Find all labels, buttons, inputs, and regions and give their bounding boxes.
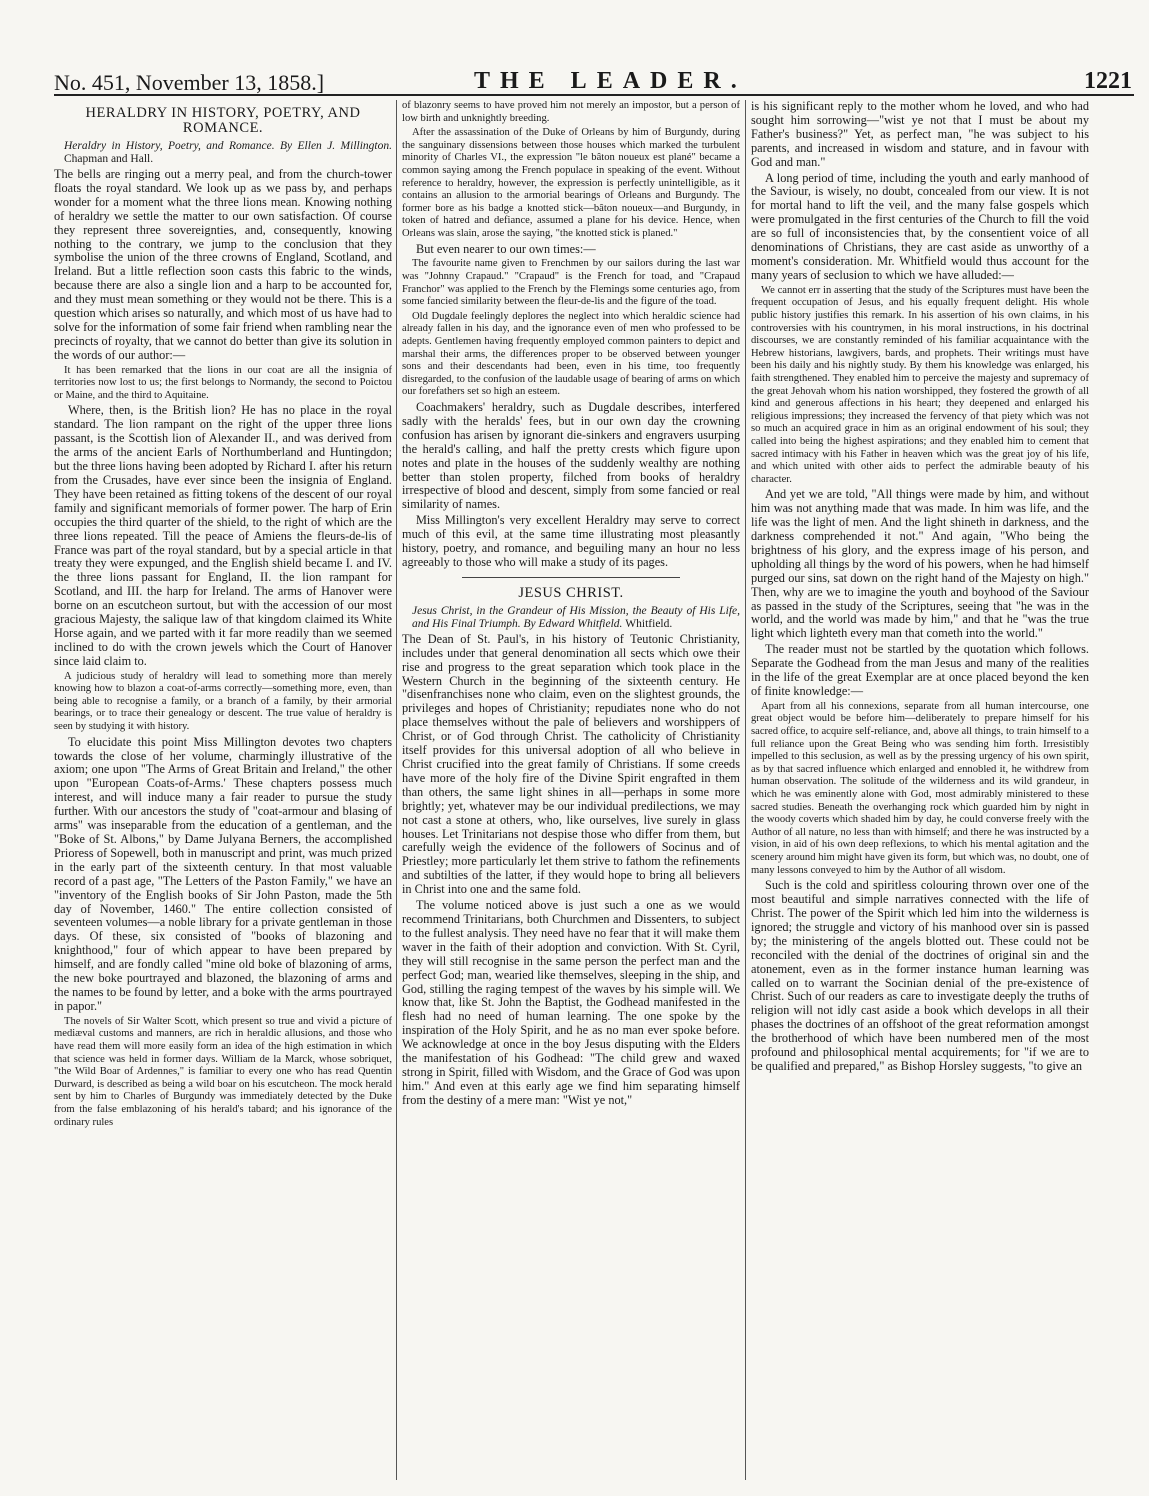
- masthead: [54, 62, 1134, 96]
- paragraph: A long period of time, including the youth and early manhood of the Saviour, is wisely, no doubt, concealed from our view. It is not for mortal hand to lift the veil, and the many false gospels which were promulgated in the first centuries of the Church to fill the void are so full of inconsistencies that, by the consentient voice of all denominations of Christians, they are cast aside as unworthy of a moment's consideration. Mr. Whitfield would thus account for the many years of seclusion to which we have alluded:—: [751, 170, 1089, 282]
- paragraph: But even nearer to our own times:—: [416, 241, 596, 256]
- column-rule: [396, 100, 397, 1480]
- quotation: It has been remarked that the lions in our coat are all the insignia of territories now lost to us; the first belongs to Normandy, the second to Poictou or Maine, and the third to Aquitaine.: [54, 364, 392, 401]
- quotation: Old Dugdale feelingly deplores the neglect into which heraldic science had already fallen in his day, and the ignorance even of men who professed to be adepts. Gentlemen having frequently employed common painters to depict and marshal their arms, the differences proper to be observed between younger sons and their descendants had been, even in his time, too frequently disregarded, to the confusion of the laudable usage of bearing of arms on which our forefathers set so high an esteem.: [402, 310, 740, 398]
- issue-date: No. 451, November 13, 1858.]: [54, 70, 325, 95]
- paragraph: Miss Millington's very excellent Heraldry may serve to correct much of this evil, at the same time illustrating most pleasantly history, poetry, and romance, and beguiling many an hour no less agreeably to those who will make a study of its pages.: [402, 513, 740, 569]
- article-divider: [462, 577, 680, 578]
- paragraph: The Dean of St. Paul's, in his history of Teutonic Christianity, includes under that general denomination all sects which owe their rise and progress to the great separation which took place in the Western Church in the beginning of the sixteenth century. He "disenfranchises none who claim, even on the slightest grounds, the privileges and hopes of Christianity; repudiates none who do not place themselves without the pale of believers and worshippers of Christ, or of God through Christ. The catholicity of Christianity itself provides for this universal adoption of all who believe in Christ crucified into the great family of Christians. If some creeds have more of the holy fire of the Divine Spirit engrafted in them than others, the same light shines in all—perhaps in some more brightly; yet, whatever may be our individual predilections, we may not cast a stone at others, who, like ourselves, live surely in glass houses. Let Trinitarians not despise those who differ from them, but carefully weigh the evidence of the followers of Socinus and of Priestley; more particularly let them strive to fathom the refinements and subtilties of the latter, if they would hope to bring all believers in Christ into one and the same fold.: [402, 631, 740, 897]
- review-title: Heraldry in History, Poetry, and Romance. By Ellen J. Millington.: [64, 140, 392, 152]
- paragraph: The reader must not be startled by the quotation which follows. Separate the Godhead from the man Jesus and many of the realities in the life of the great Exemplar are at once placed beyond the ken of finite knowledge:—: [751, 642, 1089, 698]
- columns: [54, 100, 1134, 1480]
- paragraph: Coachmakers' heraldry, such as Dugdale describes, interfered sadly with the heralds' fees, but in our own day the crowning confusion has arisen by ignorant die-sinkers and engravers usurping the herald's calling, and half the pretty crests which figure upon notes and plate in the houses of the suddenly wealthy are nothing better than stolen property, filched from books of heraldry irrespective of blood and descent, simply from some fancied or real similarity of names.: [402, 399, 740, 512]
- quotation: Apart from all his connexions, separate from all human intercourse, one great object would be before him—deliberately to prepare himself for his sacred office, to acquire self-reliance, and, above all things, to train himself to a full reliance upon the Great Being who was sending him forth. Irresistibly impelled to this seclusion, as well as by the pressing urgency of his own spirit, as by that sacred influence which enlarged and ennobled it, he withdrew from human observation. The solitude of the wilderness and its wild grandeur, in which he was eminently alone with God, most admirably ministered to these sacred studies. Beneath the overhanging rock which guarded him by night in the woody coverts which shaded him by day, he could converse freely with the Author of all nature, no less than with himself; and there he was instructed by a vision, in aid of his own deep reflexions, to which his mental agitation and the scenery around him might have given its form, but which was, no doubt, one of many lessons conveyed to him by the Author of all wisdom.: [751, 700, 1089, 876]
- review-publisher: Chapman and Hall.: [64, 153, 154, 165]
- quotation: of blazonry seems to have proved him not merely an impostor, but a person of low birth and unknightly breeding.: [402, 100, 740, 124]
- paragraph: And yet we are told, "All things were made by him, and without him was not anything made that was made. In him was life, and the life was the light of men. And the light shineth in darkness, and the darkness comprehended it not." And again, "Who being the brightness of his glory, and the express image of his person, and upholding all things by the word of his powers, when he had himself purged our sins, sat down on the right hand of the Majesty on high." Then, why are we to imagine the youth and boyhood of the Saviour as passed in the study of the Scriptures, seeing that "he was in the world, and the world was made by him," and that he "was the true light which lighteth every man that cometh into the world.": [751, 487, 1089, 641]
- paragraph: The volume noticed above is just such a one as we would recommend Trinitarians, both Churchmen and Dissenters, to subject to the fullest analysis. They need have no fear that it will make them waver in the faith of their adoption and conviction. With St. Cyril, they will still recognise in the same person the perfect man and the perfect God; man, wearied like themselves, sleeping in the ship, and God, stilling the raging tempest of the waves by his simple will. We know that, like St. John the Baptist, the Godhead manifested in the flesh had no need of human learning. The one spoke by the inspiration of the Holy Spirit, and he as no man ever spoke before. We acknowledge at once in the boy Jesus disputing with the Elders the manifestation of his Godhead: "The child grew and waxed strong in Spirit, filled with Wisdom, and the Grace of God was upon him." And even at this early age we find him separating himself from the destiny of a mere man: "Wist ye not,": [402, 898, 740, 1107]
- review-citation: [402, 605, 740, 631]
- paragraph: Such is the cold and spiritless colouring thrown over one of the most beautiful and simple narratives connected with the life of Christ. The power of the Spirit which led him into the wilderness is ignored; the struggle and victory of his manhood over sin is passed by; the ministering of the angels blotted out. These could not be reconciled with the denial of the doctrines of original sin and the atonement, even as in the former instance human learning was called on to warrant the Socinian denial of the pre-existence of Christ. Such of our readers as care to investigate deeply the truths of religion will not idly cast aside a book which develops in all their phases the doctrines of an offshoot of the great reformation amongst the brotherhood of which have been numbered men of the most profound and philosophical mental acquirements; for "if we are to be qualified and prepared," as Bishop Horsley suggests, "to give an: [751, 878, 1089, 1073]
- paragraph: The bells are ringing out a merry peal, and from the church-tower floats the royal standard. We look up as we pass by, and perhaps wonder for a moment what the three lions mean. Knowing nothing of heraldry we settle the matter to our own satisfaction. Of course they represent three sovereignties, and, consequently, knowing nothing to the contrary, we jump to the conclusion that they symbolise the union of the three crowns of England, Scotland, and Ireland. But a little reflection soon casts this fabric to the winds, because there are also a single lion and a harp to be accounted for, and they must mean something or they would not be there. This is a question which arises so naturally, and which most of us have had to solve for the information of some fair friend when rambling near the precincts of royalty, that we cannot do better than give its solution in the words of our author:—: [54, 167, 392, 362]
- newspaper-title: THE LEADER.: [474, 68, 747, 94]
- page-number: 1221: [1084, 68, 1132, 94]
- review-publisher: Whitfield.: [625, 617, 673, 630]
- quotation: A judicious study of heraldry will lead to something more than merely knowing how to blazon a coat-of-arms correctly—something more, even, than being able to recognise a family, or a branch of a family, by their armorial bearings, or to trace their genealogy or descent. The true value of heraldry is seen by studying it with history.: [54, 670, 392, 733]
- paragraph: Where, then, is the British lion? He has no place in the royal standard. The lion rampant on the right of the upper three lions passant, is the Scottish lion of Alexander II., and was derived from the arms of the ancient Earls of Northumberland and Huntingdon; but the three lions having been adopted by Richard I. after his return from the Crusades, have ever since been the insignia of England. They have been retained as fitting tokens of the descent of our royal family and significant memorials of former power. The harp of Erin occupies the third quarter of the shield, to the right of which are the three lions repeated. Till the peace of Amiens the fleurs-de-lis of France was part of the royal standard, but by a special article in that treaty they were expunged, and the English shield became I. and IV. the three lions passant for England, II. the lion rampant for Scotland, and III. the harp for Ireland. The arms of Hanover were borne on an escutcheon surtout, but with the accession of our most gracious Majesty, the salique law of that kingdom claimed its White Horse again, and we parted with it far more readily than we seemed inclined to do with the crown jewels which the Court of Hanover since laid claim to.: [54, 403, 392, 668]
- article-headline-heraldry: HERALDRY IN HISTORY, POETRY, AND ROMANCE.: [85, 105, 361, 136]
- review-title: Jesus Christ, in the Grandeur of His Mission, the Beauty of His Life, and His Final Triumph. By Edward Whitfield.: [412, 604, 740, 630]
- column-rule: [745, 100, 746, 1480]
- column-3: [751, 100, 1089, 1480]
- article-headline-jesus-christ: JESUS CHRIST.: [518, 584, 624, 601]
- quotation: After the assassination of the Duke of Orleans by him of Burgundy, during the sanguinary dissensions between those houses which marked the turbulent minority of Charles VI., the expression "le bâton noueux est plané" became a common saying among the French populace in speaking of the event. Without reference to heraldry, however, the expression is perfectly unintelligible, as it contains an allusion to the armorial bearings of Orleans and Burgundy. The former bore as his badge a knotted stick—bâton noueux—and Burgundy, in token of hatred and defiance, assumed a plane for his device. Hence, when Orleans was slain, arose the saying, "the knotted stick is planed.": [402, 127, 740, 239]
- quotation: The novels of Sir Walter Scott, which present so true and vivid a picture of mediæval customs and manners, are rich in heraldic allusions, and those who have read them will more easily form an idea of the high estimation in which that science was held in former days. William de la Marck, whose sobriquet, "the Wild Boar of Ardennes," is familiar to every one who has read Quentin Durward, is described as being a wild boar on his escutcheon. The mock herald sent by him to Charles of Burgundy was immediately detected by the Duke from the false emblazoning of his herald's tabard; and his ignorance of the ordinary rules: [54, 1015, 392, 1128]
- quotation: The favourite name given to Frenchmen by our sailors during the last war was "Johnny Crapaud." "Crapaud" is the French for toad, and "Crapaud Franchor" was applied to the French by the Flemings some centuries ago, from some fancied similarity between the fleur-de-lis and the figure of the toad.: [402, 258, 740, 308]
- paragraph: To elucidate this point Miss Millington devotes two chapters towards the close of her volume, charmingly illustrative of the axiom; one upon "The Arms of Great Britain and Ireland," the other upon "European Coats-of-Arms.' These chapters possess much interest, and will induce many a fair reader to pursue the study further. With our ancestors the study of "coat-armour and blasing of arms" was inseparable from the education of a gentleman, and the "Boke of St. Albons," by Dame Julyana Berners, the accomplished Prioress of Sopewell, both in manuscript and print, was much prized in the early part of the sixteenth century. In that most valuable record of a past age, "The Letters of the Paston Family," we have an "inventory of the English books of Sir John Paston, made the 5th day of November, 1460." The entire collection consisted of seventeen volumes—a noble library for a private gentleman in those days. Of these, six consisted of "books of blazoning and knighthood," four of which appear to have been prepared by himself, and are fondly called "mine old boke of blazoning of arms, the new boke pourtrayed and blazoned, the blazoning of arms and the names to be found by letter, and a boke with the arms pourtrayed in papor.": [54, 734, 392, 1013]
- quotation: We cannot err in asserting that the study of the Scriptures must have been the frequent occupation of Jesus, and his equally frequent delight. His whole public history justifies this remark. In his assertion of his own claims, in his controversies with his countrymen, in his moral instructions, in his doctrinal discourses, we are constantly reminded of his familiar acquaintance with the Hebrew historians, lawgivers, bards, and prophets. Their writings must have been his daily and his nightly study. By them his knowledge was enlarged, his faith strengthened. They enabled him to perceive the majesty and supremacy of the great Jehovah whom his nation worshipped, they fostered the growth of all kind and generous affections in his heart; they deepened and enlarged his religious impressions; they increased the fervency of that piety which was not so much an acquired grace in him as an original endowment of his soul; they called into being the highest aspirations; and they enabled him to cement that sacred intimacy with his Father in heaven which was the great joy of his life, and which united with other aids to perfect the admirable beauty of his character.: [751, 284, 1089, 485]
- paragraph: is his significant reply to the mother whom he loved, and who had sought him sorrowing—"wist ye not that I must be about my Father's business?" Yet, as perfect man, "he was subject to his parents, and increased in wisdom and stature, and in favour with God and man.": [751, 100, 1089, 169]
- newspaper-page: [54, 62, 1134, 1482]
- column-2: [402, 100, 740, 1480]
- review-citation: [54, 140, 392, 166]
- column-1: [54, 100, 392, 1480]
